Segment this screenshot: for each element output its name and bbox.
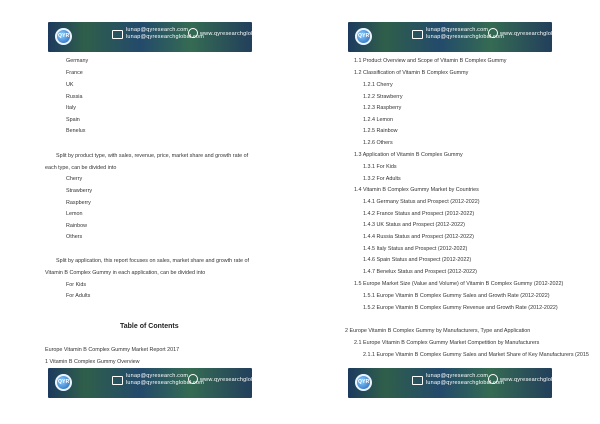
toc-entry: 1.4.1 Germany Status and Prospect (2012-2022) [363, 199, 480, 205]
toc-entry: 1.2.6 Others [363, 140, 393, 146]
email-1: lunap@qyresearch.com [426, 27, 489, 33]
header-banner [48, 22, 272, 52]
toc-entry: 1.3.1 For Kids [363, 164, 397, 170]
toc-entry: 1.5.2 Europe Vitamin B Complex Gummy Revenue and Growth Rate (2012-2022) [363, 305, 558, 311]
toc-entry: 1.2.5 Rainbow [363, 128, 398, 134]
toc-entry: 1.1 Product Overview and Scope of Vitamin B Complex Gummy [354, 58, 507, 64]
email-icon [112, 376, 123, 385]
type-paragraph-line-2: each type, can be divided into [45, 165, 117, 171]
toc-entry: 2.1.1 Europe Vitamin B Complex Gummy Sales and Market Share of Key Manufacturers (2015 [363, 352, 589, 358]
list-item: For Adults [66, 293, 91, 299]
toc-entry: 1.5.1 Europe Vitamin B Complex Gummy Sales and Growth Rate (2012-2022) [363, 293, 550, 299]
list-item: Others [66, 234, 83, 240]
toc-entry: 1.2.4 Lemon [363, 117, 393, 123]
toc-entry: 1.3 Application of Vitamin B Complex Gummy [354, 152, 463, 158]
toc-entry: 1.4.3 UK Status and Prospect (2012-2022) [363, 222, 465, 228]
list-item: Lemon [66, 211, 83, 217]
email-icon [412, 30, 423, 39]
list-item: Cherry [66, 176, 83, 182]
web-icon [188, 28, 198, 38]
toc-entry: 1.2.1 Cherry [363, 82, 393, 88]
list-item: Russia [66, 94, 83, 100]
toc-entry: 1.4.2 France Status and Prospect (2012-2022) [363, 211, 475, 217]
toc-entry: 1.2 Classification of Vitamin B Complex Gummy [354, 70, 469, 76]
list-item: Germany [66, 58, 89, 64]
web-icon [488, 28, 498, 38]
toc-entry: 1.2.2 Strawberry [363, 94, 403, 100]
toc-entry: 1.4.7 Benelux Status and Prospect (2012-2022) [363, 269, 477, 275]
toc-entry: 1.5 Europe Market Size (Value and Volume) of Vitamin B Complex Gummy (2012-2022) [354, 281, 564, 287]
toc-entry: 1 Vitamin B Complex Gummy Overview [45, 359, 140, 365]
logo-text: QYR [58, 33, 70, 39]
list-item: Strawberry [66, 188, 93, 194]
toc-entry: 1.4.4 Russia Status and Prospect (2012-2022) [363, 234, 474, 240]
web-icon [188, 374, 198, 384]
toc-entry: 1.2.3 Raspberry [363, 105, 402, 111]
email-2: lunap@qyresearchglobal.com [126, 34, 205, 40]
website: www.qyresearchglobal.com [500, 377, 572, 383]
toc-entry: 1.4 Vitamin B Complex Gummy Market by Countries [354, 187, 479, 193]
list-item: For Kids [66, 282, 87, 288]
logo-text: QYR [358, 33, 370, 39]
type-paragraph-line-1: Split by product type, with sales, revenue, price, market share and growth rate of [56, 153, 249, 159]
list-item: UK [66, 82, 74, 88]
email-2: lunap@qyresearchglobal.com [426, 380, 505, 386]
toc-entry: 1.4.6 Spain Status and Prospect (2012-2022) [363, 257, 472, 263]
toc-entry: 2.1 Europe Vitamin B Complex Gummy Market Competition by Manufacturers [354, 340, 540, 346]
website: www.qyresearchglobal.com [500, 31, 572, 37]
toc-entry: 1.4.5 Italy Status and Prospect (2012-2022) [363, 246, 468, 252]
footer-banner [48, 368, 272, 398]
email-1: lunap@qyresearch.com [126, 27, 189, 33]
application-paragraph-line-2: Vitamin B Complex Gummy in each application, can be divided into [45, 270, 206, 276]
email-icon [412, 376, 423, 385]
list-item: Raspberry [66, 200, 91, 206]
website: www.qyresearchglobal.com [200, 377, 272, 383]
list-item: Rainbow [66, 223, 87, 229]
list-item: Italy [66, 105, 76, 111]
toc-entry: 1.3.2 For Adults [363, 176, 401, 182]
right-page [300, 0, 600, 424]
website: www.qyresearchglobal.com [200, 31, 272, 37]
web-icon [488, 374, 498, 384]
logo-text: QYR [58, 379, 70, 385]
toc-entry: 2 Europe Vitamin B Complex Gummy by Manufacturers, Type and Application [345, 328, 531, 334]
email-1: lunap@qyresearch.com [126, 373, 189, 379]
list-item: Benelux [66, 128, 86, 134]
report-title: Europe Vitamin B Complex Gummy Market Report 2017 [45, 347, 180, 353]
application-paragraph-line-1: Split by application, this report focuses on sales, market share and growth rate of [56, 258, 249, 264]
logo-text: QYR [358, 379, 370, 385]
list-item: France [66, 70, 83, 76]
email-2: lunap@qyresearchglobal.com [426, 34, 505, 40]
header-banner [348, 22, 572, 52]
email-1: lunap@qyresearch.com [426, 373, 489, 379]
email-2: lunap@qyresearchglobal.com [126, 380, 205, 386]
footer-banner [348, 368, 572, 398]
email-icon [112, 30, 123, 39]
list-item: Spain [66, 117, 80, 123]
toc-heading: Table of Contents [120, 323, 179, 330]
